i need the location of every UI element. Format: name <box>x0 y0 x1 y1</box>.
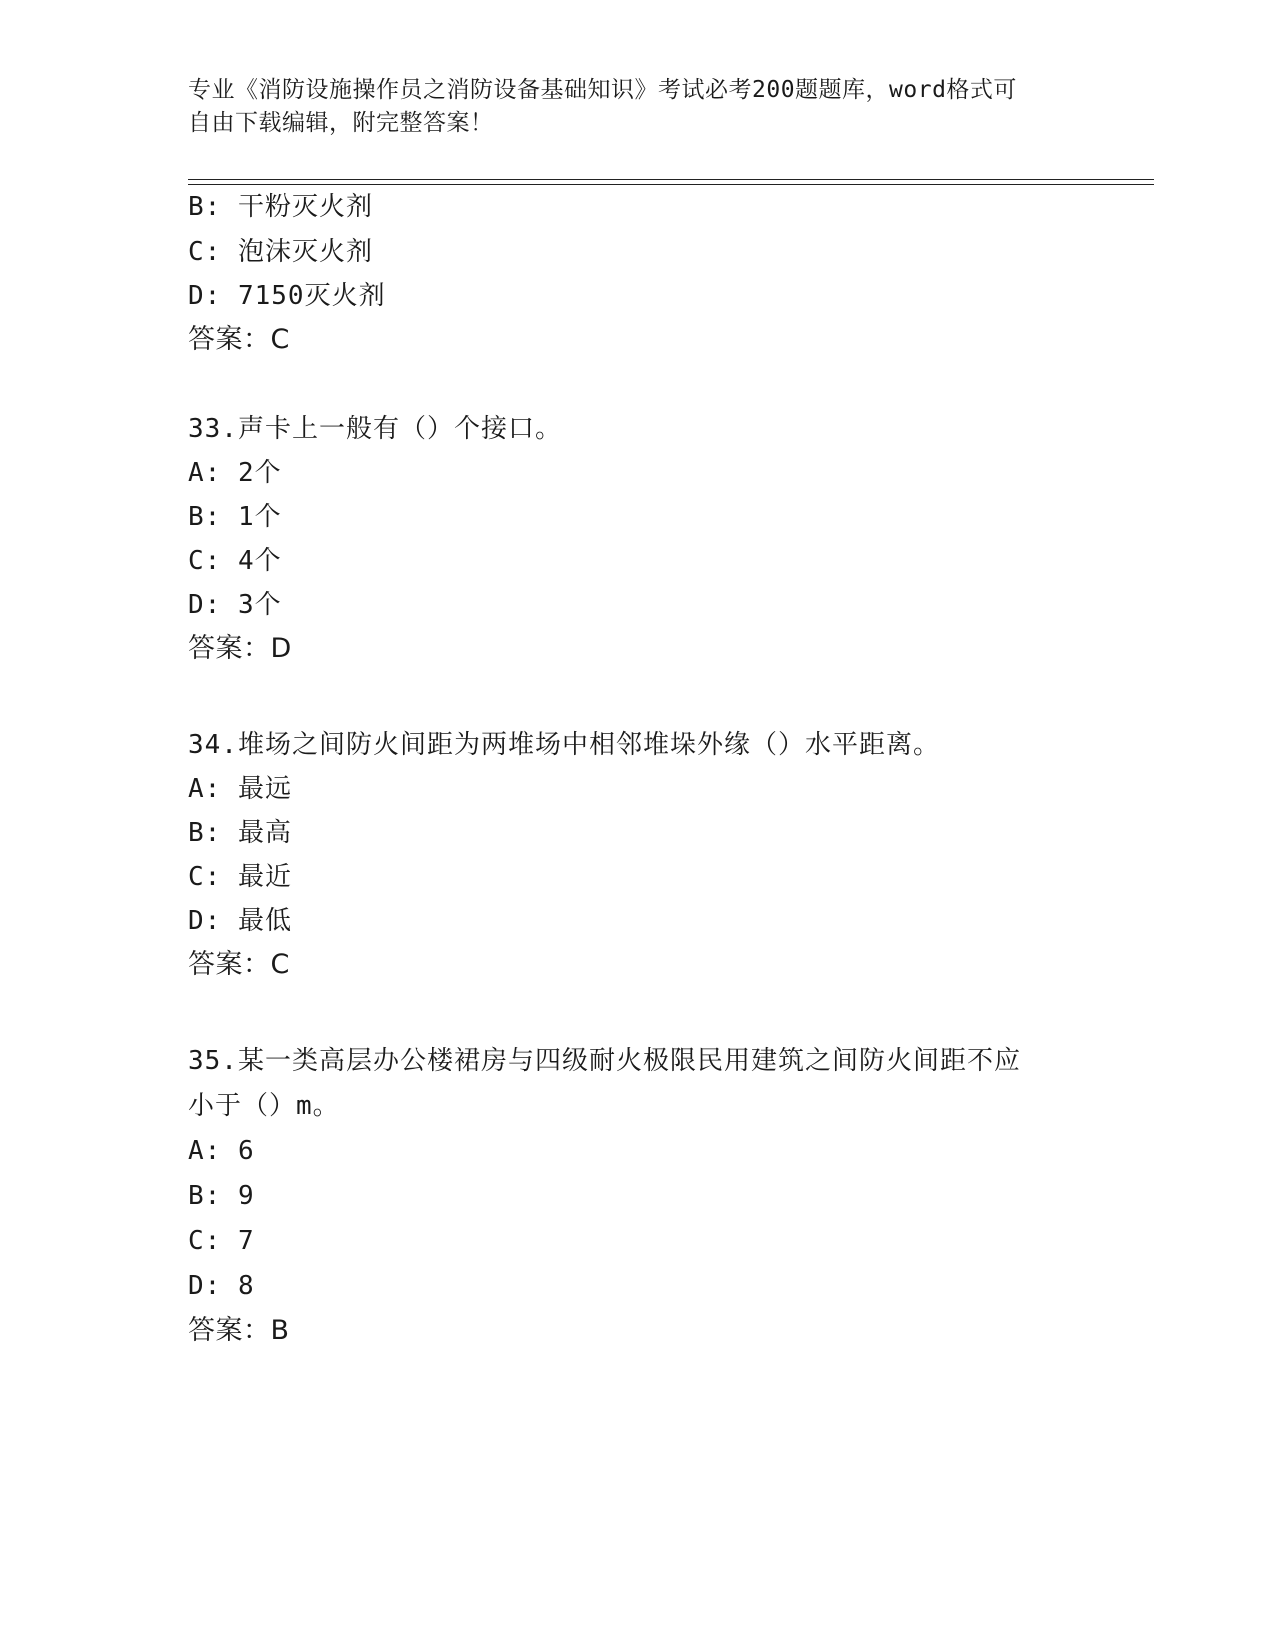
option-c: C: 泡沫灭火剂 <box>188 237 373 267</box>
option-b: B: 干粉灭火剂 <box>188 192 373 222</box>
answer-line: 答案：D <box>188 633 292 664</box>
header-divider-bottom <box>188 184 1154 185</box>
question-stem: 33.声卡上一般有（）个接口。 <box>188 414 562 444</box>
header-divider-top <box>188 179 1154 180</box>
option-a: A: 最远 <box>188 774 292 804</box>
option-c: C: 最近 <box>188 862 292 892</box>
option-c: C: 7 <box>188 1226 255 1256</box>
header-line-2: 自由下载编辑，附完整答案！ <box>188 110 494 136</box>
option-d: D: 3个 <box>188 590 282 620</box>
option-b: B: 9 <box>188 1181 255 1211</box>
option-b: B: 最高 <box>188 818 292 848</box>
header-line-1: 专业《消防设施操作员之消防设备基础知识》考试必考200题题库，word格式可 <box>188 77 1017 103</box>
option-d: D: 7150灭火剂 <box>188 281 386 311</box>
option-d: D: 最低 <box>188 906 292 936</box>
option-a: A: 2个 <box>188 458 282 488</box>
question-stem-line-2: 小于（）m。 <box>188 1091 340 1121</box>
question-stem: 34.堆场之间防火间距为两堆场中相邻堆垛外缘（）水平距离。 <box>188 730 940 760</box>
option-c: C: 4个 <box>188 546 282 576</box>
option-a: A: 6 <box>188 1136 255 1166</box>
answer-line: 答案：C <box>188 949 290 980</box>
question-stem-line-1: 35.某一类高层办公楼裙房与四级耐火极限民用建筑之间防火间距不应 <box>188 1046 1021 1076</box>
document-header <box>188 74 1068 140</box>
answer-line: 答案：C <box>188 324 290 355</box>
option-b: B: 1个 <box>188 502 282 532</box>
option-d: D: 8 <box>188 1271 255 1301</box>
answer-line: 答案：B <box>188 1315 290 1346</box>
